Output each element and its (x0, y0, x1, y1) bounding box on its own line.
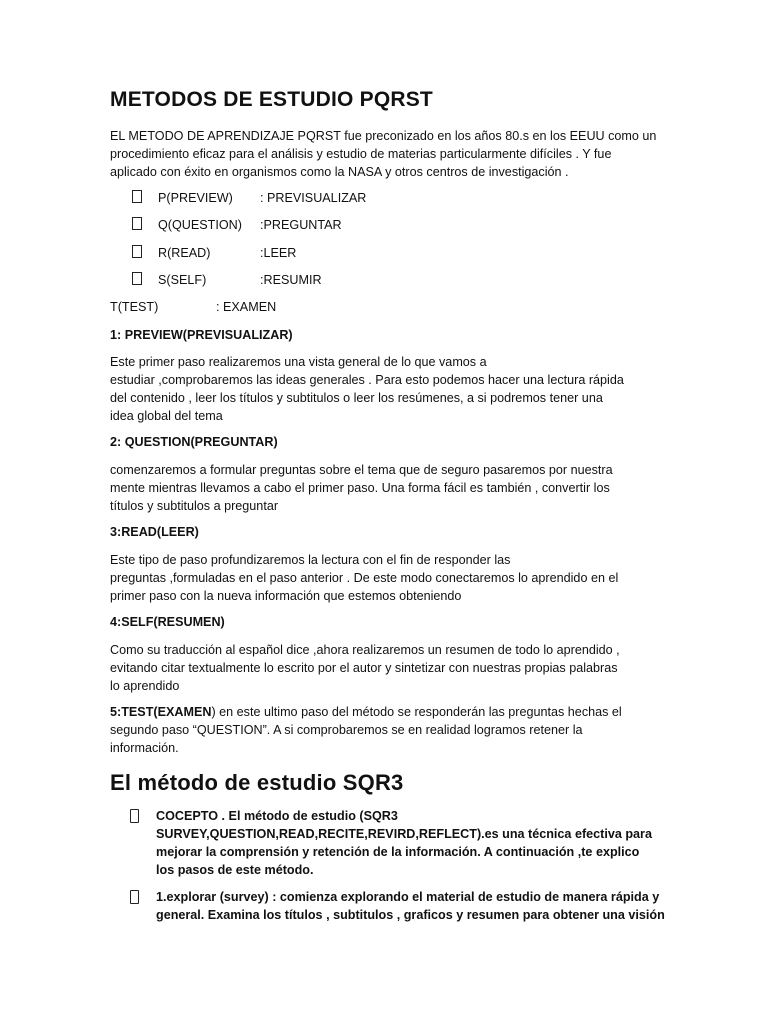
list-item-text (156, 807, 666, 879)
section-heading: 5:TEST(EXAMEN (110, 705, 212, 719)
text-line: SURVEY,QUESTION,READ,RECITE,REVIRD,REFLECT).es una técnica efectiva para (156, 827, 652, 841)
text-line: Este tipo de paso profundizaremos la lectura con el fin de responder las (110, 553, 511, 567)
section-heading: 3:READ(LEER) (110, 525, 199, 539)
bullet-icon (132, 245, 142, 258)
text-line: preguntas ,formuladas en el paso anterior . De este modo conectaremos lo aprendido en el (110, 571, 619, 585)
bullet-icon (130, 809, 139, 823)
text-line (110, 703, 670, 721)
text-line: Como su traducción al español dice ,ahora realizaremos un resumen de todo lo aprendido , (110, 643, 620, 657)
list-item (132, 271, 322, 289)
section-paragraph (110, 353, 670, 425)
step-meaning: : EXAMEN (216, 300, 277, 314)
list-item (130, 888, 670, 924)
list-item (132, 216, 342, 234)
section-heading: 1: PREVIEW(PREVISUALIZAR) (110, 328, 293, 342)
text-line: segundo paso “QUESTION”. A si comprobaremos se en realidad logramos retener la (110, 723, 583, 737)
text-line: información. (110, 741, 179, 755)
text-line: mente mientras llevamos a cabo el primer paso. Una forma fácil es también , convertir los (110, 481, 610, 495)
intro-paragraph (110, 127, 670, 181)
step-code: S(SELF) (158, 273, 207, 287)
text-line: EL METODO DE APRENDIZAJE PQRST fue preconizado en los años 80.s en los EEUU como un (110, 129, 657, 143)
text-line: mejorar la comprensión y retención de la información. A continuación ,te explico (156, 845, 640, 859)
test-row (110, 298, 670, 316)
text-line: lo aprendido (110, 679, 180, 693)
text-line: general. Examina los títulos , subtitulos , graficos y resumen para obtener una visión (156, 908, 665, 922)
step-meaning: :RESUMIR (260, 273, 322, 287)
text-line: los pasos de este método. (156, 863, 314, 877)
bullet-icon (132, 217, 142, 230)
text-line: idea global del tema (110, 409, 223, 423)
section-heading: 2: QUESTION(PREGUNTAR) (110, 435, 278, 449)
text-line: comenzaremos a formular preguntas sobre el tema que de seguro pasaremos por nuestra (110, 463, 613, 477)
text-line: procedimiento eficaz para el análisis y estudio de materias particularmente difíciles . Y fue (110, 147, 612, 161)
page-title: METODOS DE ESTUDIO PQRST (110, 88, 433, 111)
list-item (132, 244, 296, 262)
step-code: Q(QUESTION) (158, 218, 242, 232)
text-line: Este primer paso realizaremos una vista general de lo que vamos a (110, 355, 487, 369)
list-item (132, 189, 366, 207)
step-code: R(READ) (158, 246, 211, 260)
section-heading: 4:SELF(RESUMEN) (110, 615, 225, 629)
text-line: del contenido , leer los títulos y subtitulos o leer los resúmenes, a si podremos tener una (110, 391, 603, 405)
step-meaning: :PREGUNTAR (260, 218, 342, 232)
section-paragraph (110, 641, 670, 695)
step-code: T(TEST) (110, 300, 159, 314)
section-paragraph (110, 551, 670, 605)
bullet-icon (132, 272, 142, 285)
section-paragraph (110, 703, 670, 757)
list-item-text (156, 888, 666, 924)
text-fragment: ) en este ultimo paso del método se responderán las preguntas hechas el (211, 705, 622, 719)
step-code: P(PREVIEW) (158, 191, 233, 205)
text-line: estudiar ,comprobaremos las ideas generales . Para esto podemos hacer una lectura rápida (110, 373, 624, 387)
step-meaning: :LEER (260, 246, 297, 260)
text-line: evitando citar textualmente lo escrito por el autor y sintetizar con nuestras propias palabras (110, 661, 618, 675)
list-item (130, 807, 670, 879)
text-line: primer paso con la nueva información que estemos obteniendo (110, 589, 462, 603)
text-line: aplicado con éxito en organismos como la NASA y otros centros de investigación . (110, 165, 569, 179)
section-paragraph (110, 461, 670, 515)
text-line: 1.explorar (survey) : comienza explorando el material de estudio de manera rápida y (156, 890, 660, 904)
text-line: títulos y subtitulos a preguntar (110, 499, 279, 513)
text-line: COCEPTO . El método de estudio (SQR3 (156, 809, 398, 823)
bullet-icon (132, 190, 142, 203)
section-title: El método de estudio SQR3 (110, 770, 404, 795)
step-meaning: : PREVISUALIZAR (260, 191, 367, 205)
bullet-icon (130, 890, 139, 904)
